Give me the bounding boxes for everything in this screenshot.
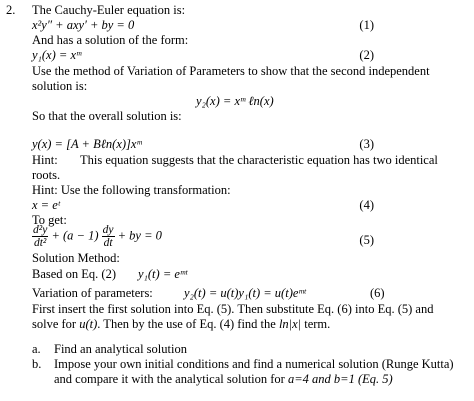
- problem-number: 2.: [6, 3, 16, 17]
- fraction-d2y-dt2: [32, 224, 48, 249]
- solution-form-intro: And has a solution of the form:: [32, 33, 189, 47]
- fraction-dy-dt: [102, 224, 115, 249]
- task-b-line2-pre: and compare it with the analytical solution for: [54, 372, 288, 386]
- hint1-continuation: roots.: [32, 168, 61, 182]
- variation-parameters-label: Variation of parameters:: [32, 286, 153, 300]
- equation-1-number: (1): [359, 18, 374, 32]
- task-b-line1: Impose your own initial conditions and find a numerical solution (Runge Kutta): [54, 357, 454, 371]
- equation-6-number: (6): [370, 286, 385, 300]
- paragraph-line2-mid: . Then by the use of Eq. (4) find the: [97, 317, 279, 331]
- variation-text-line2: solution is:: [32, 79, 88, 93]
- solution-method-heading: Solution Method:: [32, 251, 120, 265]
- to-get-text: To get:: [32, 213, 67, 227]
- overall-solution-intro: So that the overall solution is:: [32, 109, 182, 123]
- task-a-label: a.: [32, 342, 41, 356]
- equation-4-number: (4): [359, 198, 374, 212]
- equation-2-number: (2): [359, 48, 374, 62]
- equation-1: x²y″ + axy′ + by = 0: [32, 18, 135, 32]
- hint2-text: Hint: Use the following transformation:: [32, 183, 231, 197]
- equation-3: y(x) = [A + Bℓn(x)]xᵐ: [32, 137, 142, 151]
- based-on-text: Based on Eq. (2): [32, 267, 117, 281]
- fraction-numerator: dy: [102, 224, 114, 236]
- equation-5-middle: + (a − 1): [51, 228, 99, 243]
- equation-5-number: (5): [359, 233, 374, 247]
- fraction-numerator: d²y: [33, 224, 48, 236]
- task-b-label: b.: [32, 357, 42, 371]
- intro-text: The Cauchy-Euler equation is:: [32, 3, 186, 17]
- paragraph-line2: [32, 317, 330, 331]
- equation-6: y₂(t) = u(t)y₁(t) = u(t)eᵐᵗ: [184, 286, 306, 300]
- equation-3-number: (3): [359, 137, 374, 151]
- variation-text-line1: Use the method of Variation of Parameters to show that the second independent: [32, 64, 430, 78]
- paragraph-ln-x: ln|x|: [278, 317, 302, 331]
- task-b-line2: [54, 372, 393, 386]
- equation-4: x = eᵗ: [32, 198, 60, 212]
- paragraph-line2-pre: solve for: [32, 317, 80, 331]
- fraction-denominator: dt²: [33, 237, 47, 250]
- equation-5: [32, 224, 162, 249]
- paragraph-line1: First insert the first solution into Eq. (5). Then substitute Eq. (6) into Eq. (5) and: [32, 302, 434, 316]
- paragraph-line2-post: term.: [301, 317, 331, 331]
- equation-5-tail: + by = 0: [117, 228, 162, 243]
- hint1-text: This equation suggests that the characteristic equation has two identical: [80, 153, 438, 167]
- hint1-label: Hint:: [32, 153, 58, 167]
- task-a-text: Find an analytical solution: [54, 342, 187, 356]
- paragraph-u-of-t: u(t): [79, 317, 98, 331]
- based-on-expression: y₁(t) = eᵐᵗ: [138, 267, 188, 281]
- equation-2: y₁(x) = xᵐ: [32, 48, 82, 62]
- task-b-values: a=4 and b=1 (Eq. 5): [287, 372, 393, 386]
- fraction-denominator: dt: [103, 237, 113, 250]
- second-solution-y2: y₂(x) = xᵐ ℓn(x): [196, 94, 274, 108]
